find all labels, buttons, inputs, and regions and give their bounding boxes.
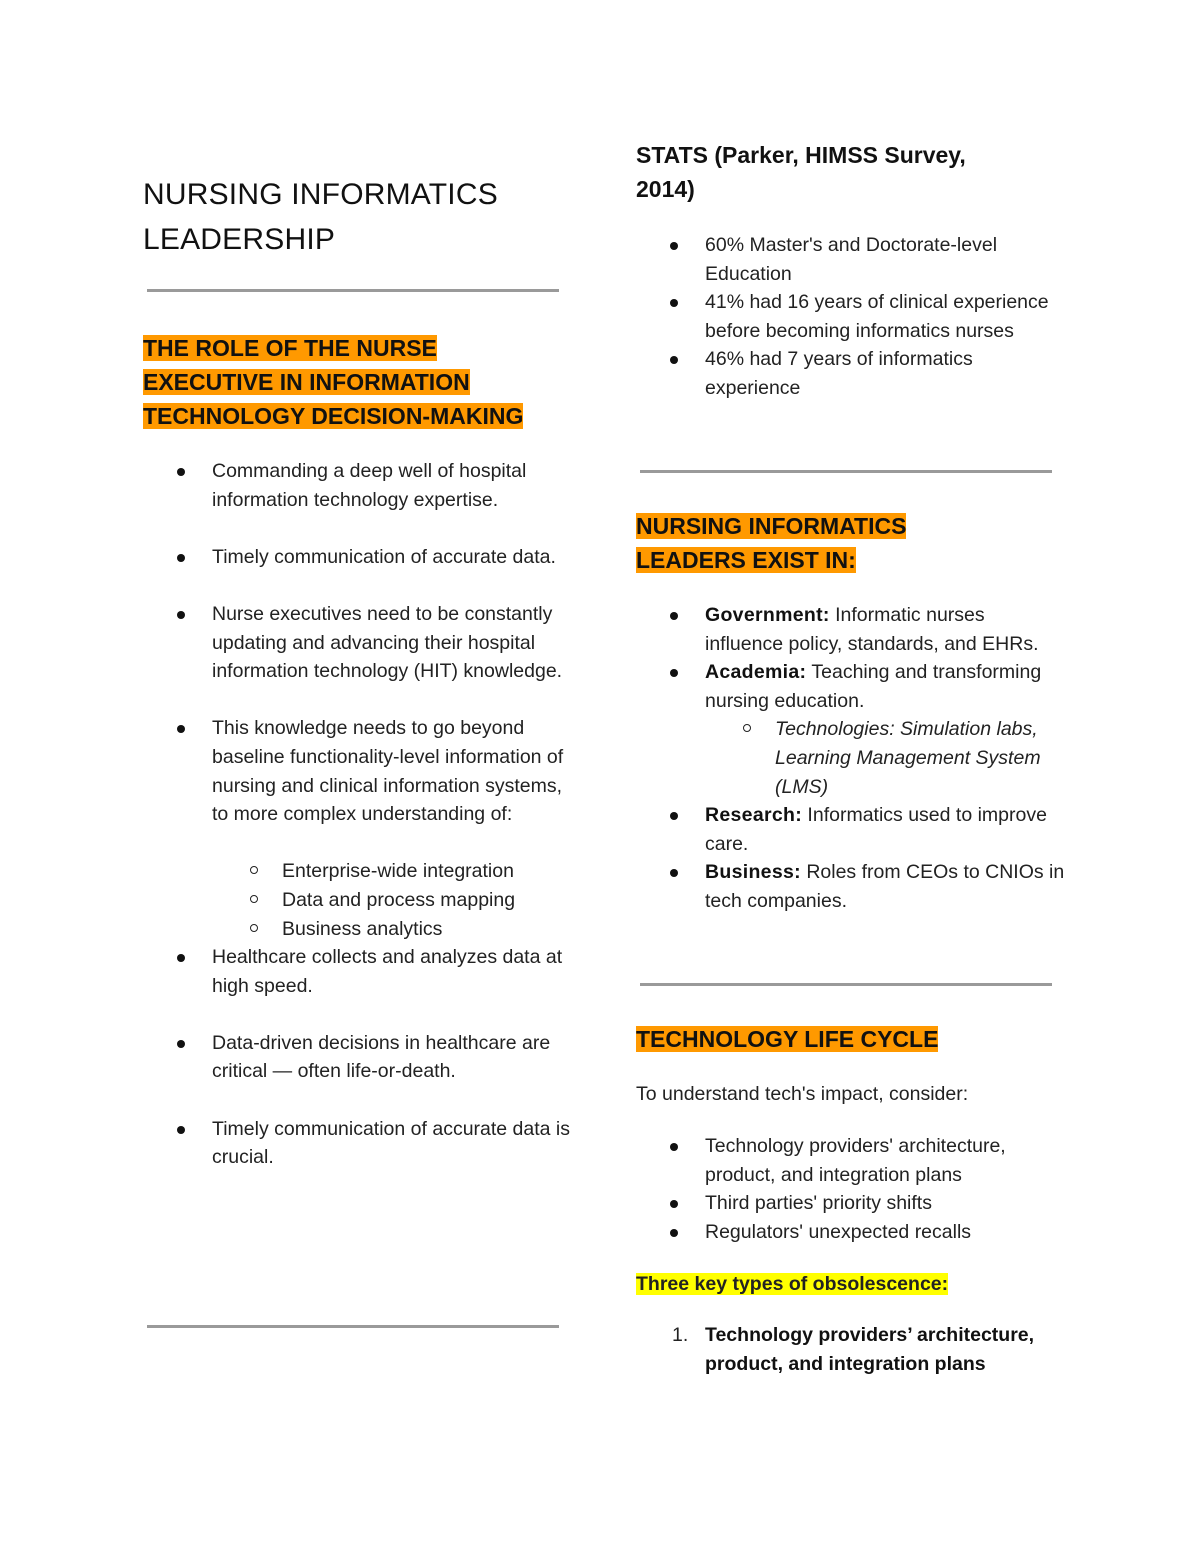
- divider-left-1: [147, 289, 559, 292]
- academia-sub-list: [705, 715, 1066, 801]
- document-title: NURSING INFORMATICS LEADERSHIP: [143, 178, 498, 256]
- sub-list-item: Enterprise-wide integration: [212, 857, 573, 886]
- list-item: Nurse executives need to be constantly updating and advancing their hospital information technology (HIT) knowledge.: [143, 600, 573, 686]
- role-heading: THE ROLE OF THE NURSE EXECUTIVE IN INFORMATION TECHNOLOGY DECISION-MAKING: [143, 335, 524, 429]
- sub-list-item: Business analytics: [212, 915, 573, 944]
- list-item: Government: Informatic nurses influence policy, standards, and EHRs.: [636, 601, 1066, 658]
- lifecycle-bullet-list: [636, 1132, 1066, 1246]
- list-item: Commanding a deep well of hospital information technology expertise.: [143, 457, 573, 514]
- divider-right-2: [640, 983, 1052, 986]
- divider-left-2: [147, 1325, 559, 1328]
- list-item: 46% had 7 years of informatics experience: [636, 345, 1066, 402]
- list-item: Timely communication of accurate data.: [143, 543, 573, 572]
- sub-list-item: Data and process mapping: [212, 886, 573, 915]
- list-item: This knowledge needs to go beyond baseline functionality-level information of nursing and clinical information systems, to more complex understanding of: Enterprise-wide integration Data and process mapping Business analytics: [143, 714, 573, 943]
- list-item: Third parties' priority shifts: [636, 1189, 1066, 1218]
- role-bullet-list: [143, 457, 573, 1172]
- list-item: Healthcare collects and analyzes data at high speed.: [143, 943, 573, 1000]
- numbered-item: 1. Technology providers’ architecture, product, and integration plans: [672, 1324, 1035, 1375]
- list-item: Business: Roles from CEOs to CNIOs in tech companies.: [636, 858, 1066, 915]
- divider-right-1: [640, 470, 1052, 473]
- list-item: Academia: Teaching and transforming nursing education. Technologies: Simulation labs, Learning Management System (LMS): [636, 658, 1066, 801]
- list-item: 41% had 16 years of clinical experience before becoming informatics nurses: [636, 288, 1066, 345]
- lifecycle-intro: To understand tech's impact, consider:: [636, 1083, 969, 1105]
- list-item: 60% Master's and Doctorate-level Education: [636, 231, 1066, 288]
- list-item: Timely communication of accurate data is crucial.: [143, 1115, 573, 1172]
- lifecycle-heading: TECHNOLOGY LIFE CYCLE: [636, 1026, 939, 1052]
- obsolescence-numbered-list: [636, 1321, 1066, 1379]
- leaders-heading: NURSING INFORMATICS LEADERS EXIST IN:: [636, 513, 907, 573]
- list-item: Data-driven decisions in healthcare are critical — often life-or-death.: [143, 1029, 573, 1086]
- list-item: Regulators' unexpected recalls: [636, 1218, 1066, 1247]
- integration-sub-list: [212, 857, 573, 943]
- list-item: Research: Informatics used to improve care.: [636, 801, 1066, 858]
- stats-title: STATS (Parker, HIMSS Survey, 2014): [636, 142, 966, 202]
- sub-list-item: Technologies: Simulation labs, Learning Management System (LMS): [705, 715, 1066, 801]
- list-item: Technology providers' architecture, product, and integration plans: [636, 1132, 1066, 1189]
- stats-bullet-list: [636, 231, 1066, 403]
- obsolescence-label: Three key types of obsolescence:: [636, 1273, 949, 1295]
- leaders-bullet-list: [636, 601, 1066, 916]
